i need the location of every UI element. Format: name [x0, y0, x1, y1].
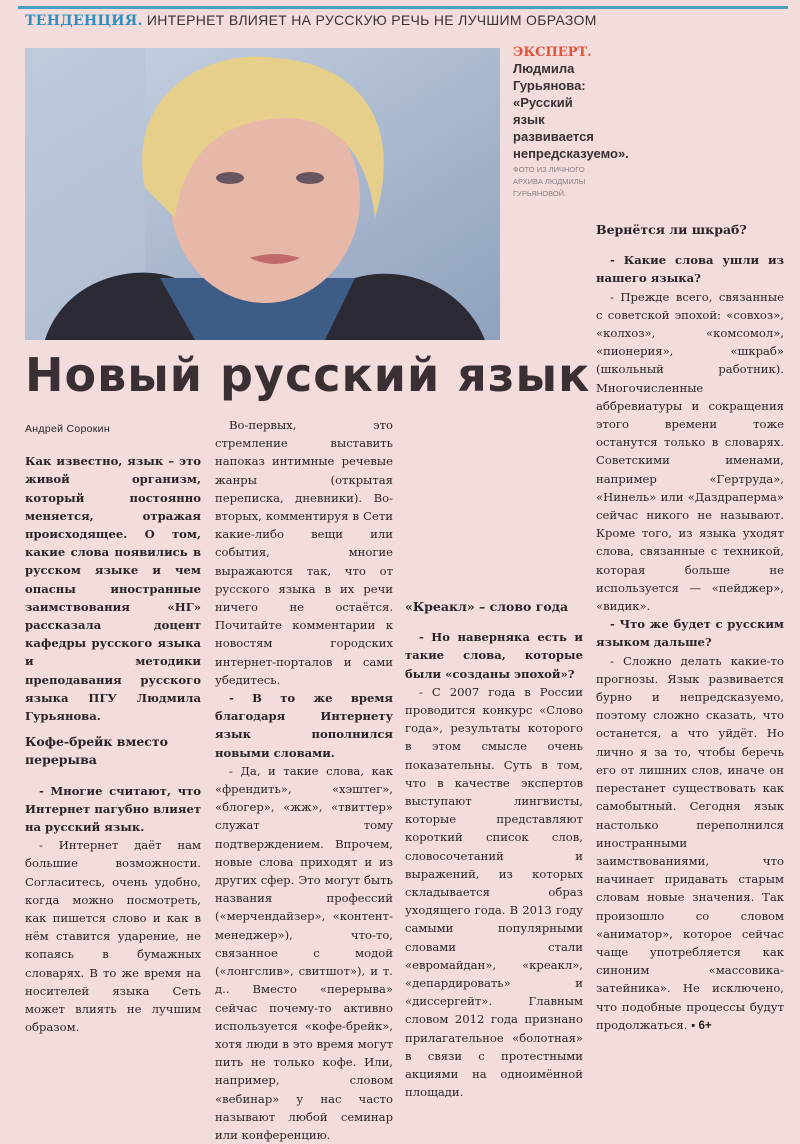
question-1: - Многие считают, что Интернет пагубно влияет на русский язык.	[25, 783, 201, 835]
column-4	[596, 43, 784, 1035]
column-1	[25, 420, 201, 1037]
subhead-shkrab: Вернётся ли шкраб?	[596, 222, 747, 237]
question-4: - Какие слова ушли из нашего языка?	[596, 253, 784, 286]
caption-text: Людмила Гурьянова: «Русский язык развивается непредсказуемо».	[513, 61, 629, 161]
section-rule	[18, 6, 788, 9]
answer-5	[596, 652, 784, 1035]
portrait-photo	[25, 48, 500, 340]
answer-5-text: - Сложно делать какие-то прогнозы. Язык развивается бурно и непредсказуемо, поэтому сложно сказать, что останется, а что уйдёт. Но лично я за то, чтобы беречь его от лишних слов, иначе он перестанет существовать как самобытный. Сегодня язык настолько переполнился иностранными заимствованиями, что начинает придавать старым словам новые значения. Так произошло со словом «аниматор», которое сейчас чаще употребляется как синоним «массовика-затейника». Не исключено, что подобные процессы будут продолжаться.	[596, 653, 784, 1032]
lead-paragraph: Как известно, язык – это живой организм, который постоянно меняется, отражая происходящее. О том, какие слова появились в русском языке и чем опасны иностранные заимствования «НГ» рассказала доцент кафедры русского языка и методики преподавания русского языка ПГУ Людмила Гурьянова.	[25, 454, 201, 724]
photo-credit: ФОТО ИЗ ЛИЧНОГО АРХИВА ЛЮДМИЛЫ ГУРЬЯНОВОЙ.	[513, 165, 586, 198]
byline: Андрей Сорокин	[25, 423, 110, 435]
caption-label: ЭКСПЕРТ.	[513, 45, 592, 60]
article-headline: Новый русский язык	[25, 348, 591, 402]
column-3	[405, 416, 583, 1101]
question-5: - Что же будет с русским языком дальше?	[596, 617, 784, 650]
photo-caption	[513, 45, 629, 200]
question-3: - Но наверняка есть и такие слова, которые были «созданы эпохой»?	[405, 630, 583, 681]
section-title: ИНТЕРНЕТ ВЛИЯЕТ НА РУССКУЮ РЕЧЬ НЕ ЛУЧШИМ ОБРАЗОМ	[146, 12, 597, 28]
section-tag: ТЕНДЕНЦИЯ.	[25, 13, 143, 29]
question-2: - В то же время благодаря Интернету язык пополнился новыми словами.	[215, 691, 393, 760]
answer-1: - Интернет даёт нам большие возможности. Согласитесь, очень удобно, когда можно посмотреть, как пишется слово и как в нём ставится ударение, не копаясь в бумажных словарях. В то же время на носителей языка Сеть может влиять не лучшим образом.	[25, 838, 201, 1035]
subhead-coffee-break: Кофе-брейк вместо перерыва	[25, 734, 168, 768]
section-kicker	[25, 12, 597, 29]
paragraph-2: Во-первых, это стремление выставить напоказ интимные речевые жанры (открытая переписка, дневники). Во-вторых, комментируя в Сети какие-либо вещи или события, многие выражаются так, что от русского языка в их речи ничего не остаётся. Почитайте комментарии к новостям городских интернет-порталов и сами убедитесь.	[215, 418, 393, 687]
end-mark-age-rating: ▪ 6+	[691, 1018, 712, 1032]
answer-3: - С 2007 года в России проводится конкурс «Слово года», результаты которого в этом смысле очень показательны. Суть в том, что в качестве экспертов выступают лингвисты, которые представляют короткий список слов, словосочетаний и выражений, из которых складывается образ уходящего года. В 2013 году самыми популярными словами стали «евромайдан», «креакл», «депардировать» и «диссергейт». Главным словом 2012 года признано прилагательное «болотная» в связи с протестными акциями на одноимённой площади.	[405, 684, 583, 1100]
subhead-word-of-year: «Креакл» – слово года	[405, 599, 569, 614]
answer-2: - Да, и такие слова, как «френдить», «хэштег», «блогер», «жж», «твиттер» служат тому подтверждением. Впрочем, новые слова приходят и из других сфер. Это могут быть названия профессий («мерчендайзер», «контент-менеджер»), что-то, связанное с модой («лонгслив», свитшот»), и т. д.. Вместо «перерыва» сейчас почему-то активно используется «кофе-брейк», хотя люди в это время могут пить не только кофе. Или, например, словом «вебинар» у нас часто называют любой семинар или конференцию.	[215, 763, 393, 1142]
column-2	[215, 416, 393, 1144]
answer-4: - Прежде всего, связанные с советской эпохой: «совхоз», «колхоз», «комсомол», «пионерия», «шкраб» (школьный работник). Многочисленные аббревиатуры и сокращения этого времени тоже останутся только в словарях. Советскими именами, например «Гертруда», «Нинель» или «Даздраперма» сейчас никого не называют. Кроме того, из языка уходят слова, связанные с техникой, которая больше не используется — «пейджер», «видик».	[596, 289, 784, 614]
